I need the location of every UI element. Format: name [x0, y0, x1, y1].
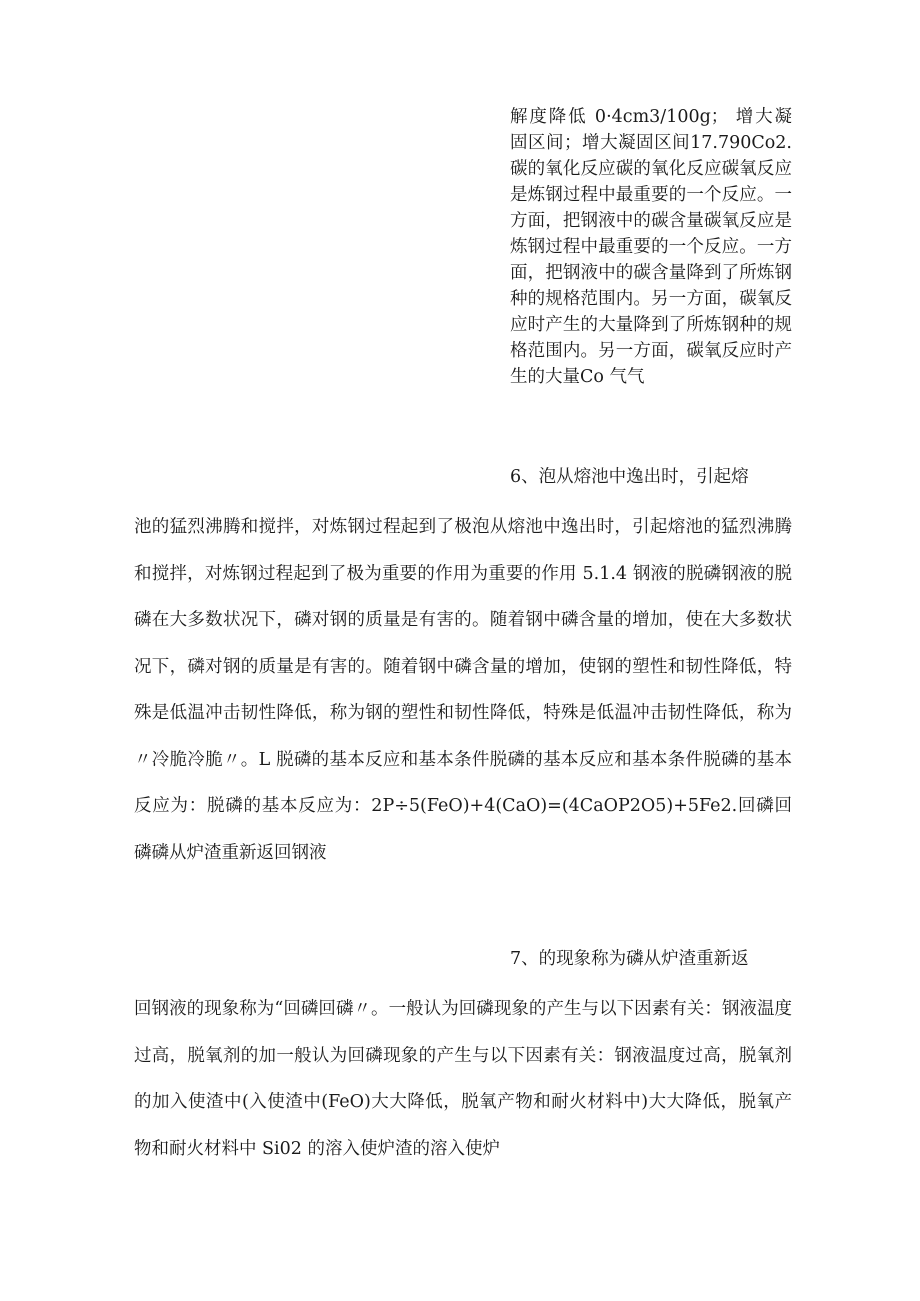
- top-column-text-block: [510, 104, 792, 390]
- section-7-paragraph: 回钢液的现象称为“回磷回磷〃。一般认为回磷现象的产生与以下因素有关：钢液温度过高，脱氧剂的加一般认为回磷现象的产生与以下因素有关：钢液温度过高，脱氧剂的加入使渣中(入使渣中(FeO)大大降低，脱氧产物和耐火材料中)大大降低，脱氧产物和耐火材料中 Si02 的溶入使炉渣的溶入使炉: [134, 999, 792, 1159]
- section-7-body: [134, 986, 792, 1172]
- section-6-body: [134, 504, 792, 876]
- section-7-heading: 7、的现象称为磷从炉渣重新返: [510, 949, 749, 969]
- section-6-heading: 6、泡从熔池中逸出时，引起熔: [510, 467, 749, 487]
- top-column-paragraph: 解度降低 0·4cm3/100g； 增大凝固区间；增大凝固区间17.790Co2. 碳的氧化反应碳的氧化反应碳氧反应是炼钢过程中最重要的一个反应。一方面，把钢液中的碳含量碳氧反应是炼钢过程中最重要的一个反应。一方面，把钢液中的碳含量降到了所炼钢种的规格范围内。另一方面，碳氧反应时产生的大量降到了所炼钢种的规格范围内。另一方面，碳氧反应时产生的大量Co 气气: [510, 107, 792, 387]
- section-6-paragraph: 池的猛烈沸腾和搅拌，对炼钢过程起到了极泡从熔池中逸出时，引起熔池的猛烈沸腾和搅拌，对炼钢过程起到了极为重要的作用为重要的作用 5.1.4 钢液的脱磷钢液的脱磷在大多数状况下，磷对钢的质量是有害的。随着钢中磷含量的增加，使在大多数状况下，磷对钢的质量是有害的。随着钢中磷含量的增加，使钢的塑性和韧性降低，特殊是低温冲击韧性降低，称为钢的塑性和韧性降低，特殊是低温冲击韧性降低，称为〃冷脆冷脆〃。L 脱磷的基本反应和基本条件脱磷的基本反应和基本条件脱磷的基本反应为：脱磷的基本反应为：2P÷5(FeO)+4(CaO)=(4CaOP2O5)+5Fe2.回磷回磷磷从炉渣重新返回钢液: [134, 517, 792, 863]
